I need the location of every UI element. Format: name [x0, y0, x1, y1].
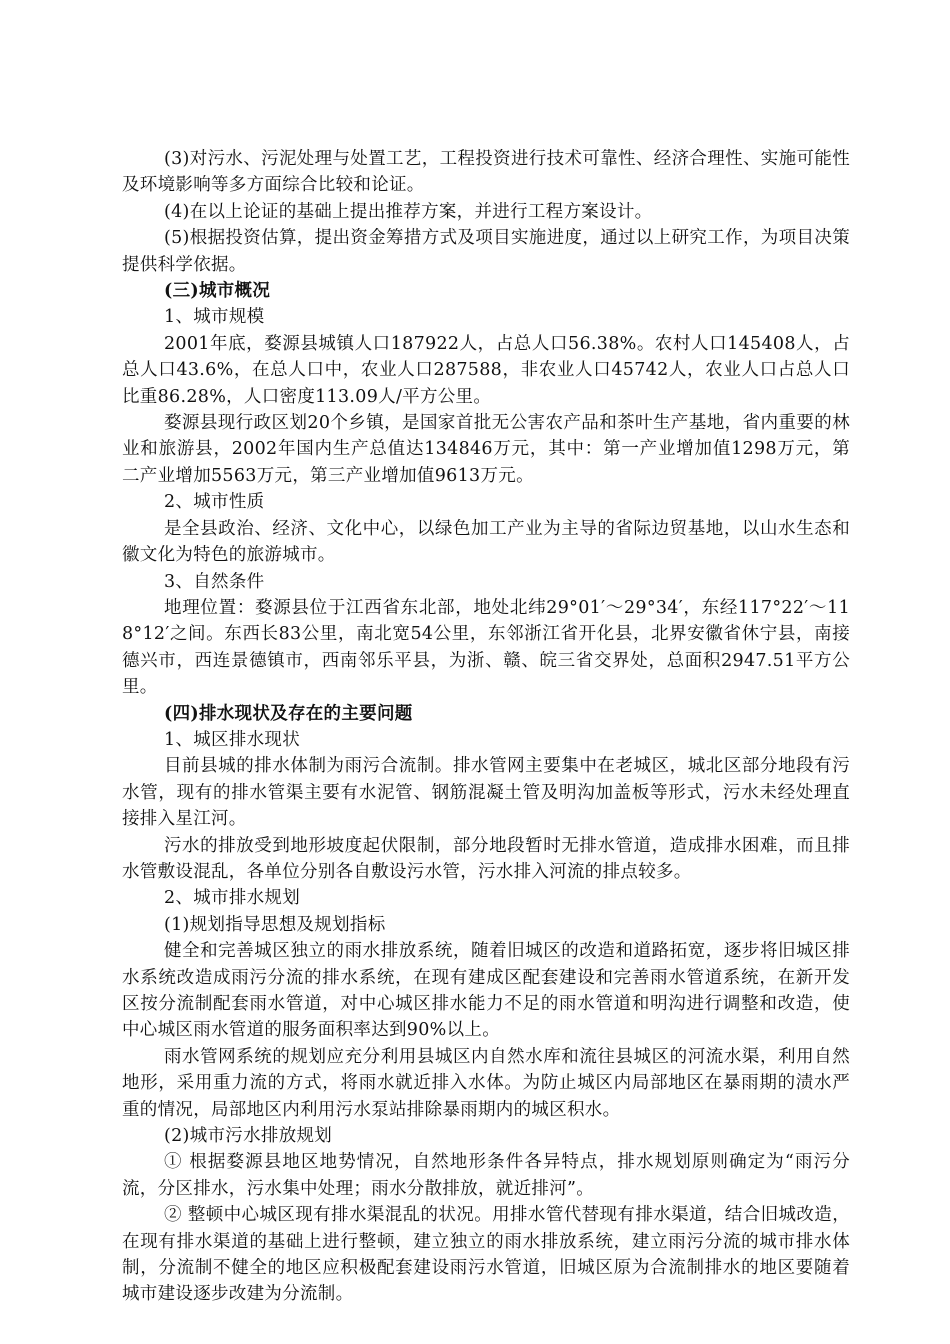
paragraph-item-5-investment: (5)根据投资估算，提出资金筹措方式及项目实施进度，通过以上研究工作，为项目决策提供科学依据。	[122, 228, 850, 275]
subheading-city-scale: 1、城市规模	[164, 307, 265, 328]
subheading-city-nature: 2、城市性质	[164, 492, 265, 513]
paragraph-item-3-comparison: (3)对污水、污泥处理与处置工艺，工程投资进行技术可靠性、经济合理性、实施可能性及环境影响等多方面综合比较和论证。	[122, 149, 850, 196]
paragraph-population: 2001年底，婺源县城镇人口187922人，占总人口56.38%。农村人口145408人，占总人口43.6%，在总人口中，农业人口287588，非农业人口45742人，农业人口占总人口比重86.28%，人口密度113.09人/平方公里。	[122, 333, 850, 407]
paragraph-rainwater-system: 健全和完善城区独立的雨水排放系统，随着旧城区的改造和道路拓宽，逐步将旧城区排水系统改造成雨污分流的排水系统，在现有建成区配套建设和完善雨水管道系统，在新开发区按分流制配套雨水管道，对中心城区排水能力不足的雨水管道和明沟进行调整和改造，使中心城区雨水管道的服务面积率达到90%以上。	[122, 941, 850, 1041]
paragraph-drainage-system: 目前县城的排水体制为雨污合流制。排水管网主要集中在老城区，城北区部分地段有污水管，现有的排水管渠主要有水泥管、钢筋混凝土管及明沟加盖板等形式，污水未经处理直接排入星江河。	[122, 756, 850, 830]
paragraph-planning-principle: ① 根据婺源县地区地势情况，自然地形条件各异特点，排水规划原则确定为“雨污分流，分区排水，污水集中处理；雨水分散排放，就近排河”。	[122, 1152, 850, 1199]
document-body	[122, 146, 850, 1308]
subheading-urban-drainage-status: 1、城区排水现状	[164, 729, 301, 750]
section-heading-drainage-status: (四)排水现状及存在的主要问题	[164, 703, 413, 724]
section-heading-city-overview: (三)城市概况	[164, 281, 271, 302]
subheading-sewage-planning: (2)城市污水排放规划	[164, 1126, 333, 1147]
paragraph-geography: 地理位置：婺源县位于江西省东北部，地处北纬29°01′～29°34′，东经117°22′～118°12′之间。东西长83公里，南北宽54公里，东邻浙江省开化县，北界安徽省休宁县，南接德兴市，西连景德镇市，西南邻乐平县，为浙、赣、皖三省交界处，总面积2947.51平方公里。	[122, 597, 850, 698]
paragraph-city-nature: 是全县政治、经济、文化中心，以绿色加工产业为主导的省际边贸基地，以山水生态和徽文化为特色的旅游城市。	[122, 518, 850, 566]
subheading-planning-guidance: (1)规划指导思想及规划指标	[164, 914, 386, 935]
paragraph-drainage-problems: 污水的排放受到地形坡度起伏限制，部分地段暂时无排水管道，造成排水困难，而且排水管敷设混乱，各单位分别各自敷设污水管，污水排入河流的排点较多。	[122, 835, 850, 882]
subheading-drainage-planning: 2、城市排水规划	[164, 888, 301, 909]
paragraph-item-4-recommendation: (4)在以上论证的基础上提出推荐方案，并进行工程方案设计。	[164, 201, 653, 222]
paragraph-rectification: ② 整顿中心城区现有排水渠混乱的状况。用排水管代替现有排水渠道，结合旧城改造，在现有排水渠道的基础上进行整顿，建立独立的雨水排放系统，建立雨污分流的城市排水体制，分流制不健全的地区应积极配套建设雨污水管道，旧城区原为合流制排水的地区要随着城市建设逐步改建为分流制。	[122, 1205, 850, 1305]
paragraph-administrative-economy: 婺源县现行政区划20个乡镇，是国家首批无公害农产品和茶叶生产基地，省内重要的林业和旅游县，2002年国内生产总值达134846万元，其中：第一产业增加值1298万元，第二产业增加5563万元，第三产业增加值9613万元。	[122, 413, 850, 486]
paragraph-rainwater-network: 雨水管网系统的规划应充分利用县城区内自然水库和流往县城区的河流水渠，利用自然地形，采用重力流的方式，将雨水就近排入水体。为防止城区内局部地区在暴雨期的渍水严重的情况，局部地区内利用污水泵站排除暴雨期内的城区积水。	[122, 1046, 850, 1120]
subheading-natural-conditions: 3、自然条件	[164, 571, 265, 592]
